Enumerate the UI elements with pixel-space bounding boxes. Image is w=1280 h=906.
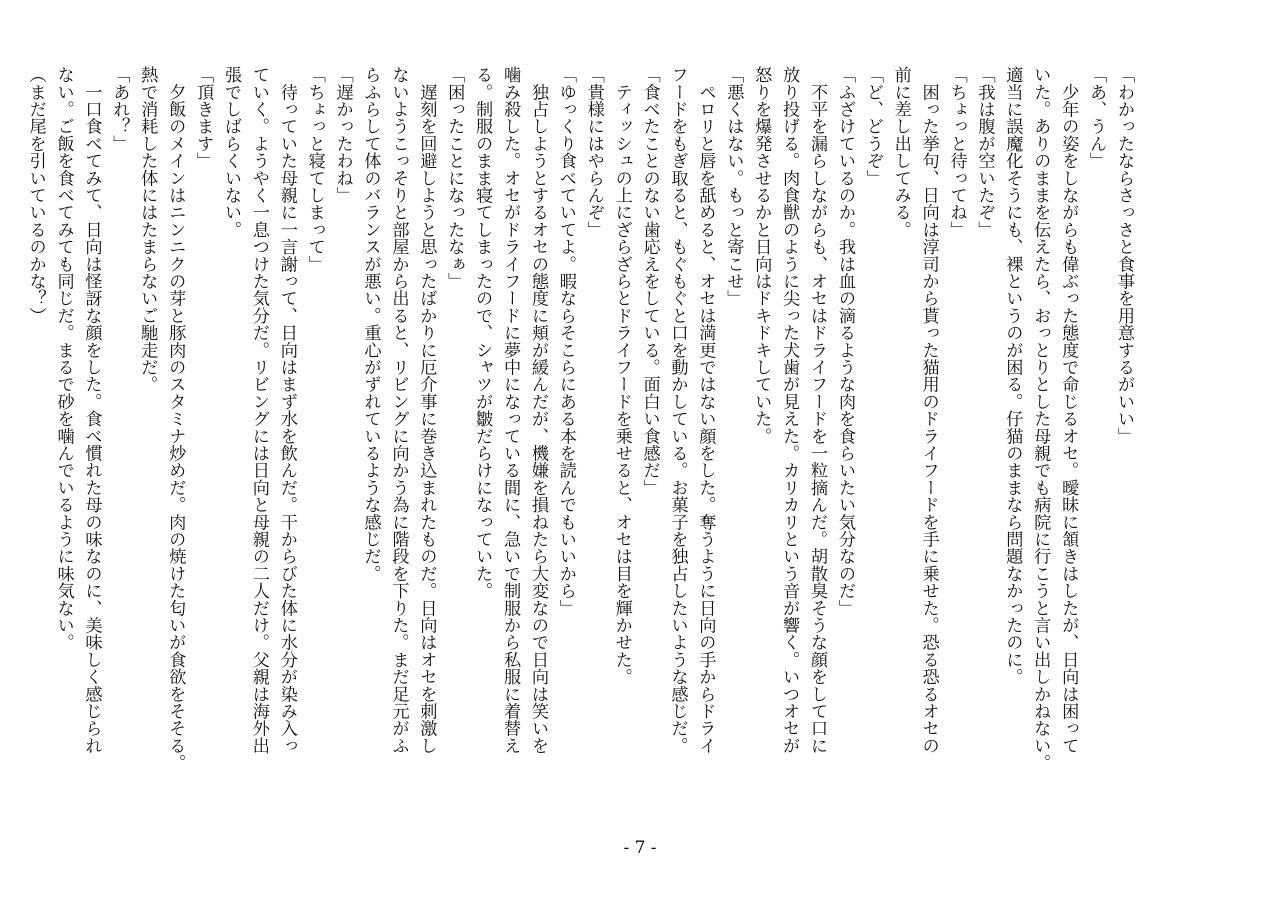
- text-line: 「頂きます」: [193, 66, 214, 170]
- text-line: 「遅かったわね」: [332, 66, 353, 204]
- text-line: 張でしばらくいない。: [221, 66, 241, 238]
- text-line: ティッシュの上にざらざらとドライフードを乗せると、オセは目を輝かせた。: [611, 66, 632, 686]
- text-line: ていく。ようやく一息つけた気分だ。リビングには日向と母親の二人だけ。父親は海外出: [248, 66, 269, 754]
- vertical-text-body: [21, 66, 1137, 846]
- text-line: 独占しようとするオセの態度に頬が緩んだが、機嫌を損ねたら大変なので日向は笑いを: [527, 66, 548, 754]
- text-line: 熱で消耗した体にはたまらないご馳走だ。: [137, 66, 158, 393]
- text-line: 「貴様にはやらんぞ」: [583, 66, 604, 238]
- text-line: 「ゆっくり食べていてよ。暇ならそこらにある本を読んでもいいから」: [555, 66, 576, 617]
- text-line: 「悪くはない。もっと寄こせ」: [723, 66, 744, 307]
- text-line: らふらして体のバランスが悪い。重心がずれているような感じだ。: [360, 66, 381, 582]
- text-line: 噛み殺した。オセがドライフードに夢中になっている間に、急いで制服から私服に着替え: [500, 66, 521, 754]
- text-line: 「あ、うん」: [1086, 66, 1107, 170]
- text-line: 「困ったことになったなぁ」: [444, 66, 465, 290]
- text-line: 前に差し出してみる。: [890, 66, 911, 238]
- text-line: る。制服のまま寝てしまったので、シャツが皺だらけになっていた。: [472, 66, 493, 600]
- text-line: 少年の姿をしながらも偉ぶった態度で命じるオセ。曖昧に頷きはしたが、日向は困って: [1058, 66, 1079, 754]
- text-line: 待っていた母親に一言謝って、日向はまず水を飲んだ。干からびた体に水分が染み入っ: [276, 66, 297, 755]
- text-line: 夕飯のメインはニンニクの芽と豚肉のスタミナ炒めだ。肉の焼けた匂いが食欲をそそる。: [165, 66, 186, 772]
- text-line: ない。ご飯を食べてみても同じだ。まるで砂を噛んでいるように味気ない。: [53, 66, 74, 651]
- text-line: 怒りを爆発させるかと日向はドキドキしていた。: [751, 66, 772, 445]
- text-line: 不平を漏らしながらも、オセはドライフードを一粒摘んだ。胡散臭そうな顔をして口に: [807, 66, 828, 754]
- text-line: ないようこっそりと部屋から出ると、リビングに向かう為に階段を下りた。まだ足元がふ: [388, 66, 409, 754]
- text-line: 「ちょっと寝てしまって」: [304, 66, 325, 273]
- text-line: （まだ尾を引いているのかな？）: [25, 66, 46, 324]
- text-line: 「ど、どうぞ」: [862, 66, 883, 187]
- text-line: 適当に誤魔化そうにも、裸というのが困る。仔猫のままなら問題なかったのに。: [1002, 66, 1023, 686]
- text-line: いた。ありのままを伝えたら、おっとりとした母親でも病院に行こうと言い出しかねない。: [1030, 66, 1051, 772]
- text-line: 困った挙句、日向は淳司から貰った猫用のドライフードを手に乗せた。恐る恐るオセの: [918, 66, 939, 754]
- text-line: ペロリと唇を舐めると、オセは満更ではない顔をした。奪うように日向の手からドライ: [695, 66, 716, 754]
- text-line: フードをもぎ取ると、もぐもぐと口を動かしている。お菓子を独占したいような感じだ。: [667, 66, 688, 754]
- text-line: 「食べたことのない歯応えをしている。面白い食感だ」: [639, 66, 660, 496]
- text-line: 遅刻を回避しようと思ったばかりに厄介事に巻き込まれたものだ。日向はオセを刺激し: [416, 66, 437, 754]
- text-line: 一口食べてみて、日向は怪訝な顔をした。食べ慣れた母の味なのに、美味しく感じられ: [81, 66, 102, 754]
- text-line: 「我は腹が空いたぞ」: [974, 66, 995, 238]
- text-line: 「ふざけているのか。我は血の滴るような肉を食らいたい気分なのだ」: [834, 66, 855, 617]
- text-line: 「ちょっと待ってね」: [946, 66, 967, 238]
- page-number: - 7 -: [623, 838, 657, 858]
- text-line: 「あれ？」: [109, 66, 130, 152]
- text-line: 放り投げる。肉食獣のように尖った犬歯が見えた。カリカリという音が響く。いつオセが: [779, 66, 800, 754]
- text-line: 「わかったならさっさと食事を用意するがいい」: [1114, 66, 1134, 445]
